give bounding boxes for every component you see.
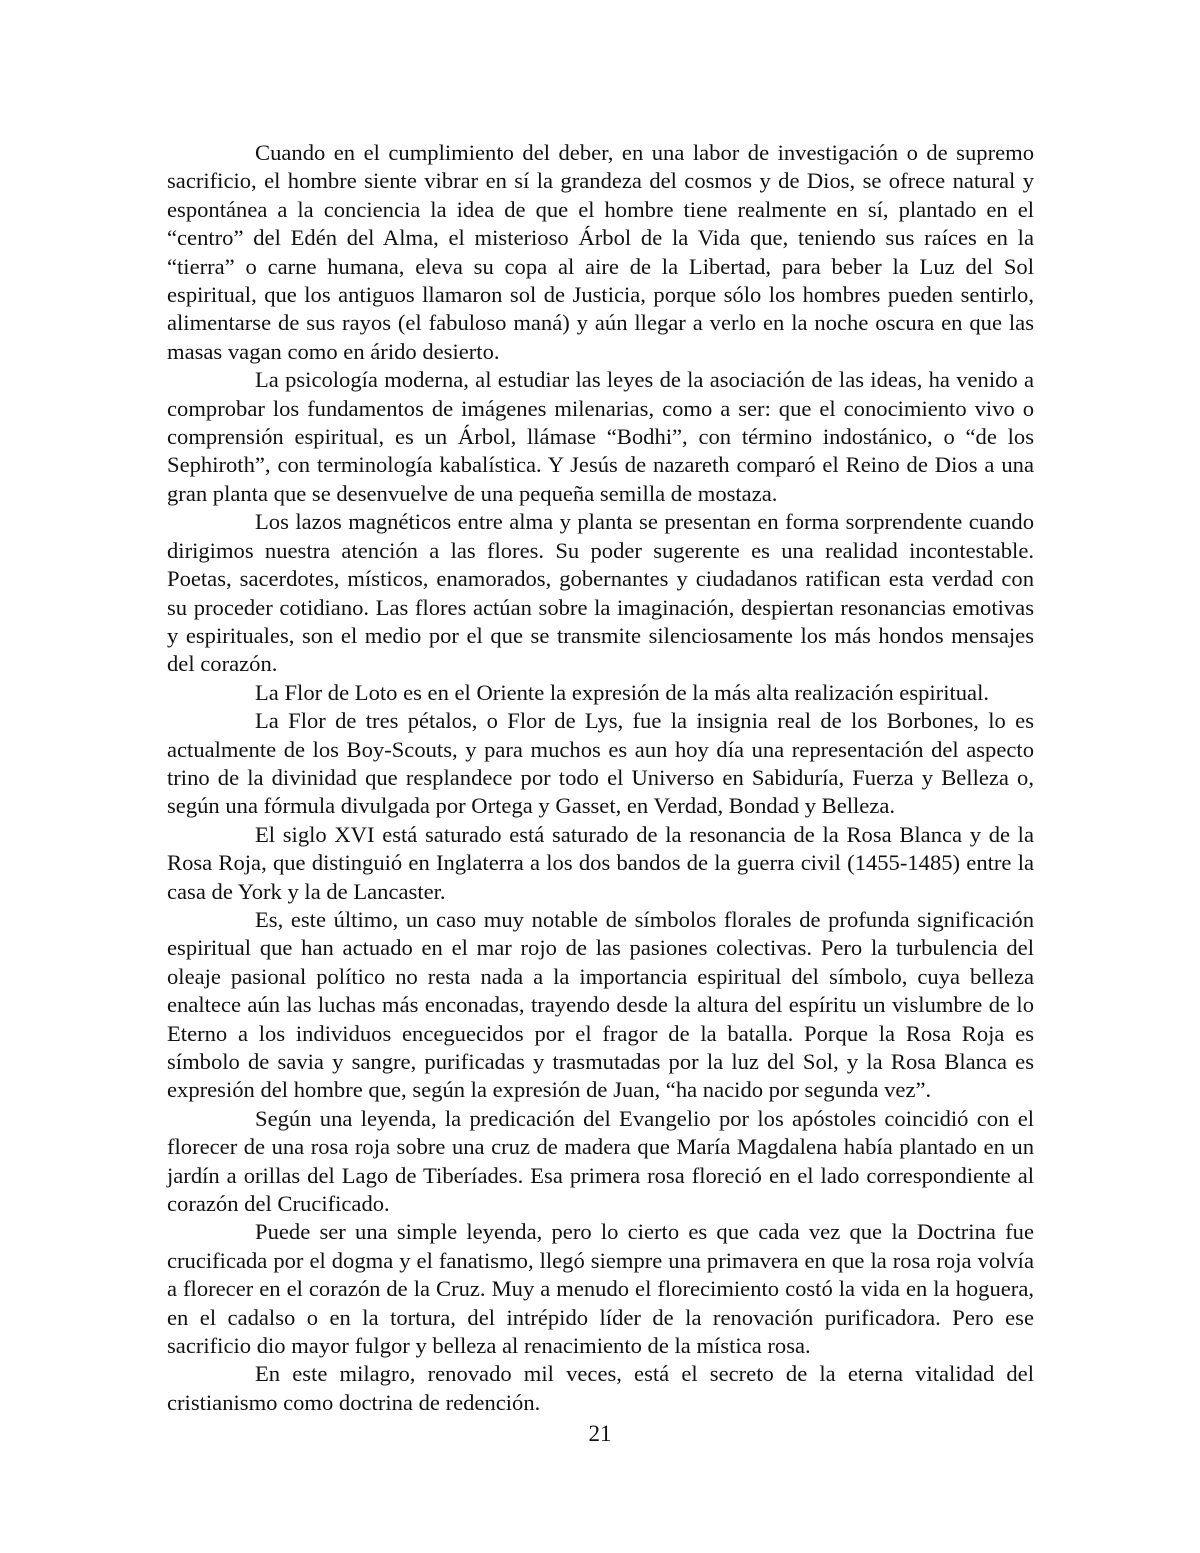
body-text bbox=[167, 139, 1034, 1417]
paragraph: La Flor de tres pétalos, o Flor de Lys, fue la insignia real de los Borbones, lo es actualmente de los Boy-Scouts, y para muchos es aun hoy día una representación del aspecto trino de la divinidad que resplandece por todo el Universo en Sabiduría, Fuerza y Belleza o, según una fórmula divulgada por Ortega y Gasset, en Verdad, Bondad y Belleza. bbox=[167, 708, 1034, 819]
paragraph: Cuando en el cumplimiento del deber, en una labor de investigación o de supremo sacrificio, el hombre siente vibrar en sí la grandeza del cosmos y de Dios, se ofrece natural y espontánea a la conciencia la idea de que el hombre tiene realmente en sí, plantado en el “centro” del Edén del Alma, el misterioso Árbol de la Vida que, teniendo sus raíces en la “tierra” o carne humana, eleva su copa al aire de la Libertad, para beber la Luz del Sol espiritual, que los antiguos llamaron sol de Justicia, porque sólo los hombres pueden sentirlo, alimentarse de sus rayos (el fabuloso maná) y aún llegar a verlo en la noche oscura en que las masas vagan como en árido desierto. bbox=[167, 140, 1034, 364]
paragraph: La psicología moderna, al estudiar las leyes de la asociación de las ideas, ha venido a comprobar los fundamentos de imágenes milenarias, como a ser: que el conocimiento vivo o comprensión espiritual, es un Árbol, llámase “Bodhi”, con término indostánico, o “de los Sephiroth”, con terminología kabalística. Y Jesús de nazareth comparó el Reino de Dios a una gran planta que se desenvuelve de una pequeña semilla de mostaza. bbox=[167, 367, 1034, 506]
paragraph: La Flor de Loto es en el Oriente la expresión de la más alta realización espiritual. bbox=[255, 679, 990, 705]
paragraph: Según una leyenda, la predicación del Evangelio por los apóstoles coincidió con el florecer de una rosa roja sobre una cruz de madera que María Magdalena había plantado en un jardín a orillas del Lago de Tiberíades. Esa primera rosa floreció en el lado correspondiente al corazón del Crucificado. bbox=[167, 1105, 1034, 1217]
paragraph: El siglo XVI está saturado está saturado de la resonancia de la Rosa Blanca y de la Rosa Roja, que distinguió en Inglaterra a los dos bandos de la guerra civil (1455-1485) entre la casa de York y la de Lancaster. bbox=[167, 821, 1034, 904]
paragraph: Es, este último, un caso muy notable de símbolos florales de profunda significación espiritual que han actuado en el mar rojo de las pasiones colectivas. Pero la turbulencia del oleaje pasional político no resta nada a la importancia espiritual del símbolo, cuya belleza enaltece aún las luchas más enconadas, trayendo desde la altura del espíritu un vislumbre de lo Eterno a los individuos enceguecidos por el fragor de la batalla. Porque la Rosa Roja es símbolo de savia y sangre, purificadas y trasmutadas por la luz del Sol, y la Rosa Blanca es expresión del hombre que, según la expresión de Juan, “ha nacido por segunda vez”. bbox=[167, 906, 1034, 1103]
paragraph: Puede ser una simple leyenda, pero lo cierto es que cada vez que la Doctrina fue crucificada por el dogma y el fanatismo, llegó siempre una primavera en que la rosa roja volvía a florecer en el corazón de la Cruz. Muy a menudo el florecimiento costó la vida en la hoguera, en el cadalso o en la tortura, del intrépido líder de la renovación purificadora. Pero ese sacrificio dio mayor fulgor y belleza al renacimiento de la mística rosa. bbox=[167, 1219, 1034, 1359]
page-number: 21 bbox=[588, 1421, 612, 1446]
paragraph: En este milagro, renovado mil veces, está el secreto de la eterna vitalidad del cristianismo como doctrina de redención. bbox=[167, 1361, 1034, 1415]
paragraph: Los lazos magnéticos entre alma y planta se presentan en forma sorprendente cuando dirigimos nuestra atención a las flores. Su poder sugerente es una realidad incontestable. Poetas, sacerdotes, místicos, enamorados, gobernantes y ciudadanos ratifican esta verdad con su proceder cotidiano. Las flores actúan sobre la imaginación, despiertan resonancias emotivas y espirituales, son el medio por el que se transmite silenciosamente los más hondos mensajes del corazón. bbox=[167, 509, 1034, 677]
